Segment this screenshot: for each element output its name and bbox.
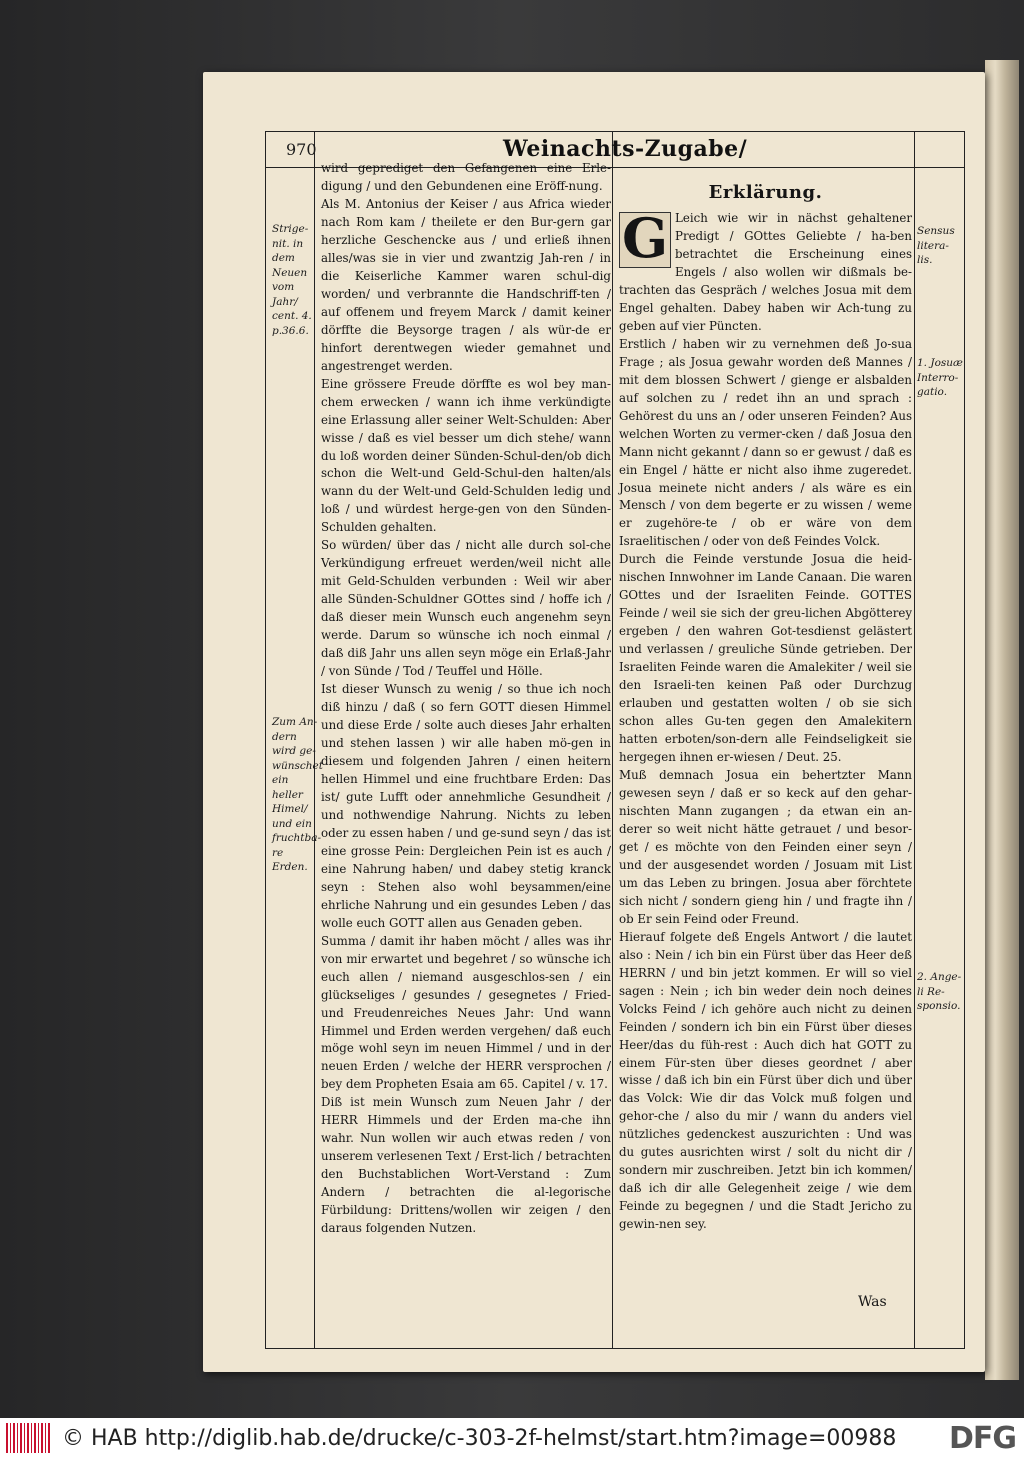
dfg-logo: DFG <box>948 1421 1016 1456</box>
book-page-edge <box>985 60 1019 1380</box>
margin-note-right-1: Sensus litera-lis. <box>917 225 955 266</box>
paragraph: Erstlich / haben wir zu vernehmen deß Jo-sua Frage ; als Josua gewahr worden deß Mannes / mit dem blossen Schwert / gienge er alsbalden auf solchen zu / redet ihn an und sprach : Gehörest du uns an / oder unseren Feinden? Aus welchen Worten zu vermer-cken / daß Josua den Mann nicht gekannt / dann so er gewust / daß es ein Engel / hätte er nicht also ihme zugeredet. Josua meinete nicht anders / als wäre es ein Mensch / von dem begerte er zu wissen / weme er zugehöre-te / ob er wäre von dem Israelitischen / oder von deß Feindes Volck. <box>619 336 912 549</box>
catchword: Was <box>858 1294 887 1310</box>
footer-bar <box>0 1418 1024 1458</box>
margin-note-right-2: 1. Josuæ Interro-gatio. <box>917 357 963 398</box>
paragraph: Eine grössere Freude dörffte es wol bey man-chem erwecken / wann ich ihme verkündigte eine Erlassung aller seiner Welt-Schulden: Aber wisse / daß es viel besser um dich stehe/ wann du loß worden deiner Sünden-Schul-den/ob dich schon die Welt-und Geld-Schul-den halten/als wann du der Welt-und Geld-Schulden ledig und loß / und würdest herge-gen von den Sünden-Schulden gehalten. <box>321 376 611 535</box>
column-rule <box>612 132 613 1348</box>
page-number: 970 <box>286 140 317 159</box>
paragraph: Diß ist mein Wunsch zum Neuen Jahr / der HERR Himmels und der Erden ma-che ihn wahr. Nun wollen wir auch etwas reden / von unserem verlesenen Text / Erst-lich / betrachten den Buchstablichen Wort-Verstand : Zum Andern / betrachten die al-legorische Fürbildung: Drittens/wollen wir zeigen / den daraus folgenden Nutzen. <box>321 1095 611 1236</box>
paragraph: Muß demnach Josua ein behertzter Mann gewesen seyn / daß er so keck auf den gehar-nischten Mann zugangen ; da etwan ein an-derer so weit nicht hätte getrauet / und besor-get / es möchte von den Feinden einer seyn / und der ausgesendet worden / Josuam mit List um das Leben zu bringen. Josua aber förchtete sich nicht / sondern gieng hin / und fragte ihn / ob Er sein Feind oder Freund. <box>619 768 912 926</box>
book-page <box>203 72 985 1372</box>
drop-cap: G <box>619 212 671 268</box>
paragraph: Hierauf folgete deß Engels Antwort / die lautet also : Nein / ich bin ein Fürst über das Heer deß HERRN / und bin jetzt kommen. Er will so viel sagen : Nein ; ich bin weder dein noch deines Volcks Feind / ich gehöre auch nicht zu deinen Feinden / sondern ich bin ein Fürst über dieses Heer/das du füh-rest : Auch dich hat GOTT zu einem Für-sten über dieses geordnet / aber wisse / daß ich bin ein Fürst über dich und über das Volck: Wie dir das Volck muß folgen und gehor-che / also du mir / wann du anders viel nützliches gedenckest auszurichten : Und was du gutes ausrichten wirst / solt du nicht dir / sondern mir zuschreiben. Jetzt bin ich kommen/ daß ich dir alle Gelegenheit zeige / wie dem Feinde zu begegnen / und die Stadt Jericho zu gewin-nen sey. <box>619 929 912 1232</box>
paragraph: Leich wie wir in nächst gehaltener Predigt / GOttes Geliebte / ha-ben betrachtet die Erscheinung eines Engels / also wollen wir dißmals be-trachten das Gespräch / welches Josua mit dem Engel gehalten. Dabey haben wir Ach-tung zu geben auf vier Püncten. <box>619 210 912 333</box>
margin-note-left-1: Strige-nit. in dem Neuen vom Jahr/ cent. 4. p.36.6. <box>272 223 312 337</box>
margin-note-right-3: 2. Ange-li Re-sponsio. <box>917 971 962 1012</box>
paragraph: So würden/ über das / nicht alle durch sol-che Verkündigung erfreuet werden/weil nicht alle mit Geld-Schulden verbunden : Weil wir aber alle Sünden-Schuldner GOttes sind / hoffe ich / daß dieser mein Wunsch euch angenehm seyn werde. Darum so wünsche ich noch einmal / daß diß Jahr uns allen seyn möge ein Erlaß-Jahr / von Sünde / Tod / Teuffel und Hölle. <box>321 538 611 679</box>
section-heading: Erklärung. <box>708 182 823 203</box>
paragraph: wird geprediget den Gefangenen eine Erle-digung / und den Gebundenen eine Eröff-nung. <box>321 161 611 193</box>
source-url[interactable]: © HAB http://diglib.hab.de/drucke/c-303-2f-helmst/start.htm?image=00988 <box>62 1425 897 1451</box>
paragraph: Summa / damit ihr haben möcht / alles was ihr von mir erwartet und begehret / so wünsche ich euch allen / niemand ausgeschlos-sen / ein glückseliges / gesundes / gesegnetes / Fried-und Freudenreiches Neues Jahr: Und wann Himmel und Erden werden vergehen/ daß euch möge wohl seyn im neuen Himmel / und in der neuen Erden / welche der HERR versprochen / bey dem Propheten Esaia am 65. Capitel / v. 17. <box>321 933 611 1092</box>
left-text-column <box>321 160 611 1238</box>
running-head: Weinachts-Zugabe/ <box>503 136 748 162</box>
paragraph: Ist dieser Wunsch zu wenig / so thue ich noch diß hinzu / daß ( so fern GOTT diesen Himmel und diese Erde / solte auch dieses Jahr erhalten und stehen lassen ) wir alle haben mö-gen in diesem und folgenden Jahren / einen heitern hellen Himmel und eine fruchtbare Erden: Das ist/ gute Lufft oder annehmliche Gesundheit / und nothwendige Nahrung. Nichts zu leben oder zu essen haben / und ge-sund seyn / das ist eine grosse Pein: Dergleichen Pein ist es auch / eine Nahrung haben/ und dabey stetig kranck seyn : Stehen also wohl beysammen/eine ehrliche Nahrung und ein gesundes Leben / das wolle euch GOTT allen aus Genaden geben. <box>321 682 611 930</box>
paragraph: Durch die Feinde verstunde Josua die heid-nischen Innwohner im Lande Canaan. Die waren GOttes und der Israeliten Feinde. GOTTES Feinde / weil sie sich der greu-lichen Abgötterey ergeben / den wahren Got-tesdienst gelästert und verlassen / greuliche Sünde getrieben. Der Israeliten Feinde waren die Amalekiter / weil sie den Israeli-ten keinen Paß oder Durchzug erlauben und gestatten wolten / ob sie sich schon alles Gu-ten gegen den Amalekitern hatten erboten/son-dern alle Feindseligkeit sie hergegen ihnen er-wiesen / Deut. 25. <box>619 552 912 765</box>
right-text-column <box>619 184 912 1234</box>
margin-note-left-2: Zum An-dern wird ge-wünschet ein heller Himel/ und ein fruchtba-re Erden. <box>272 716 323 873</box>
barcode-icon <box>6 1423 52 1453</box>
right-margin-rule <box>914 132 915 1348</box>
paragraph: Als M. Antonius der Keiser / aus Africa wieder nach Rom kam / theilete er den Bur-gern gar herzliche Geschencke aus / und erließ ihnen alles/was sie in vier und zwantzig Jah-ren / in die Keiserliche Kammer waren schul-dig worden/ und verbrannte die Handschriff-ten / auf offenem und freyem Marck / damit keiner dörffte die Beysorge tragen / als wür-de er hinfort derentwegen wieder gemahnet und angestrenget werden. <box>321 196 611 373</box>
